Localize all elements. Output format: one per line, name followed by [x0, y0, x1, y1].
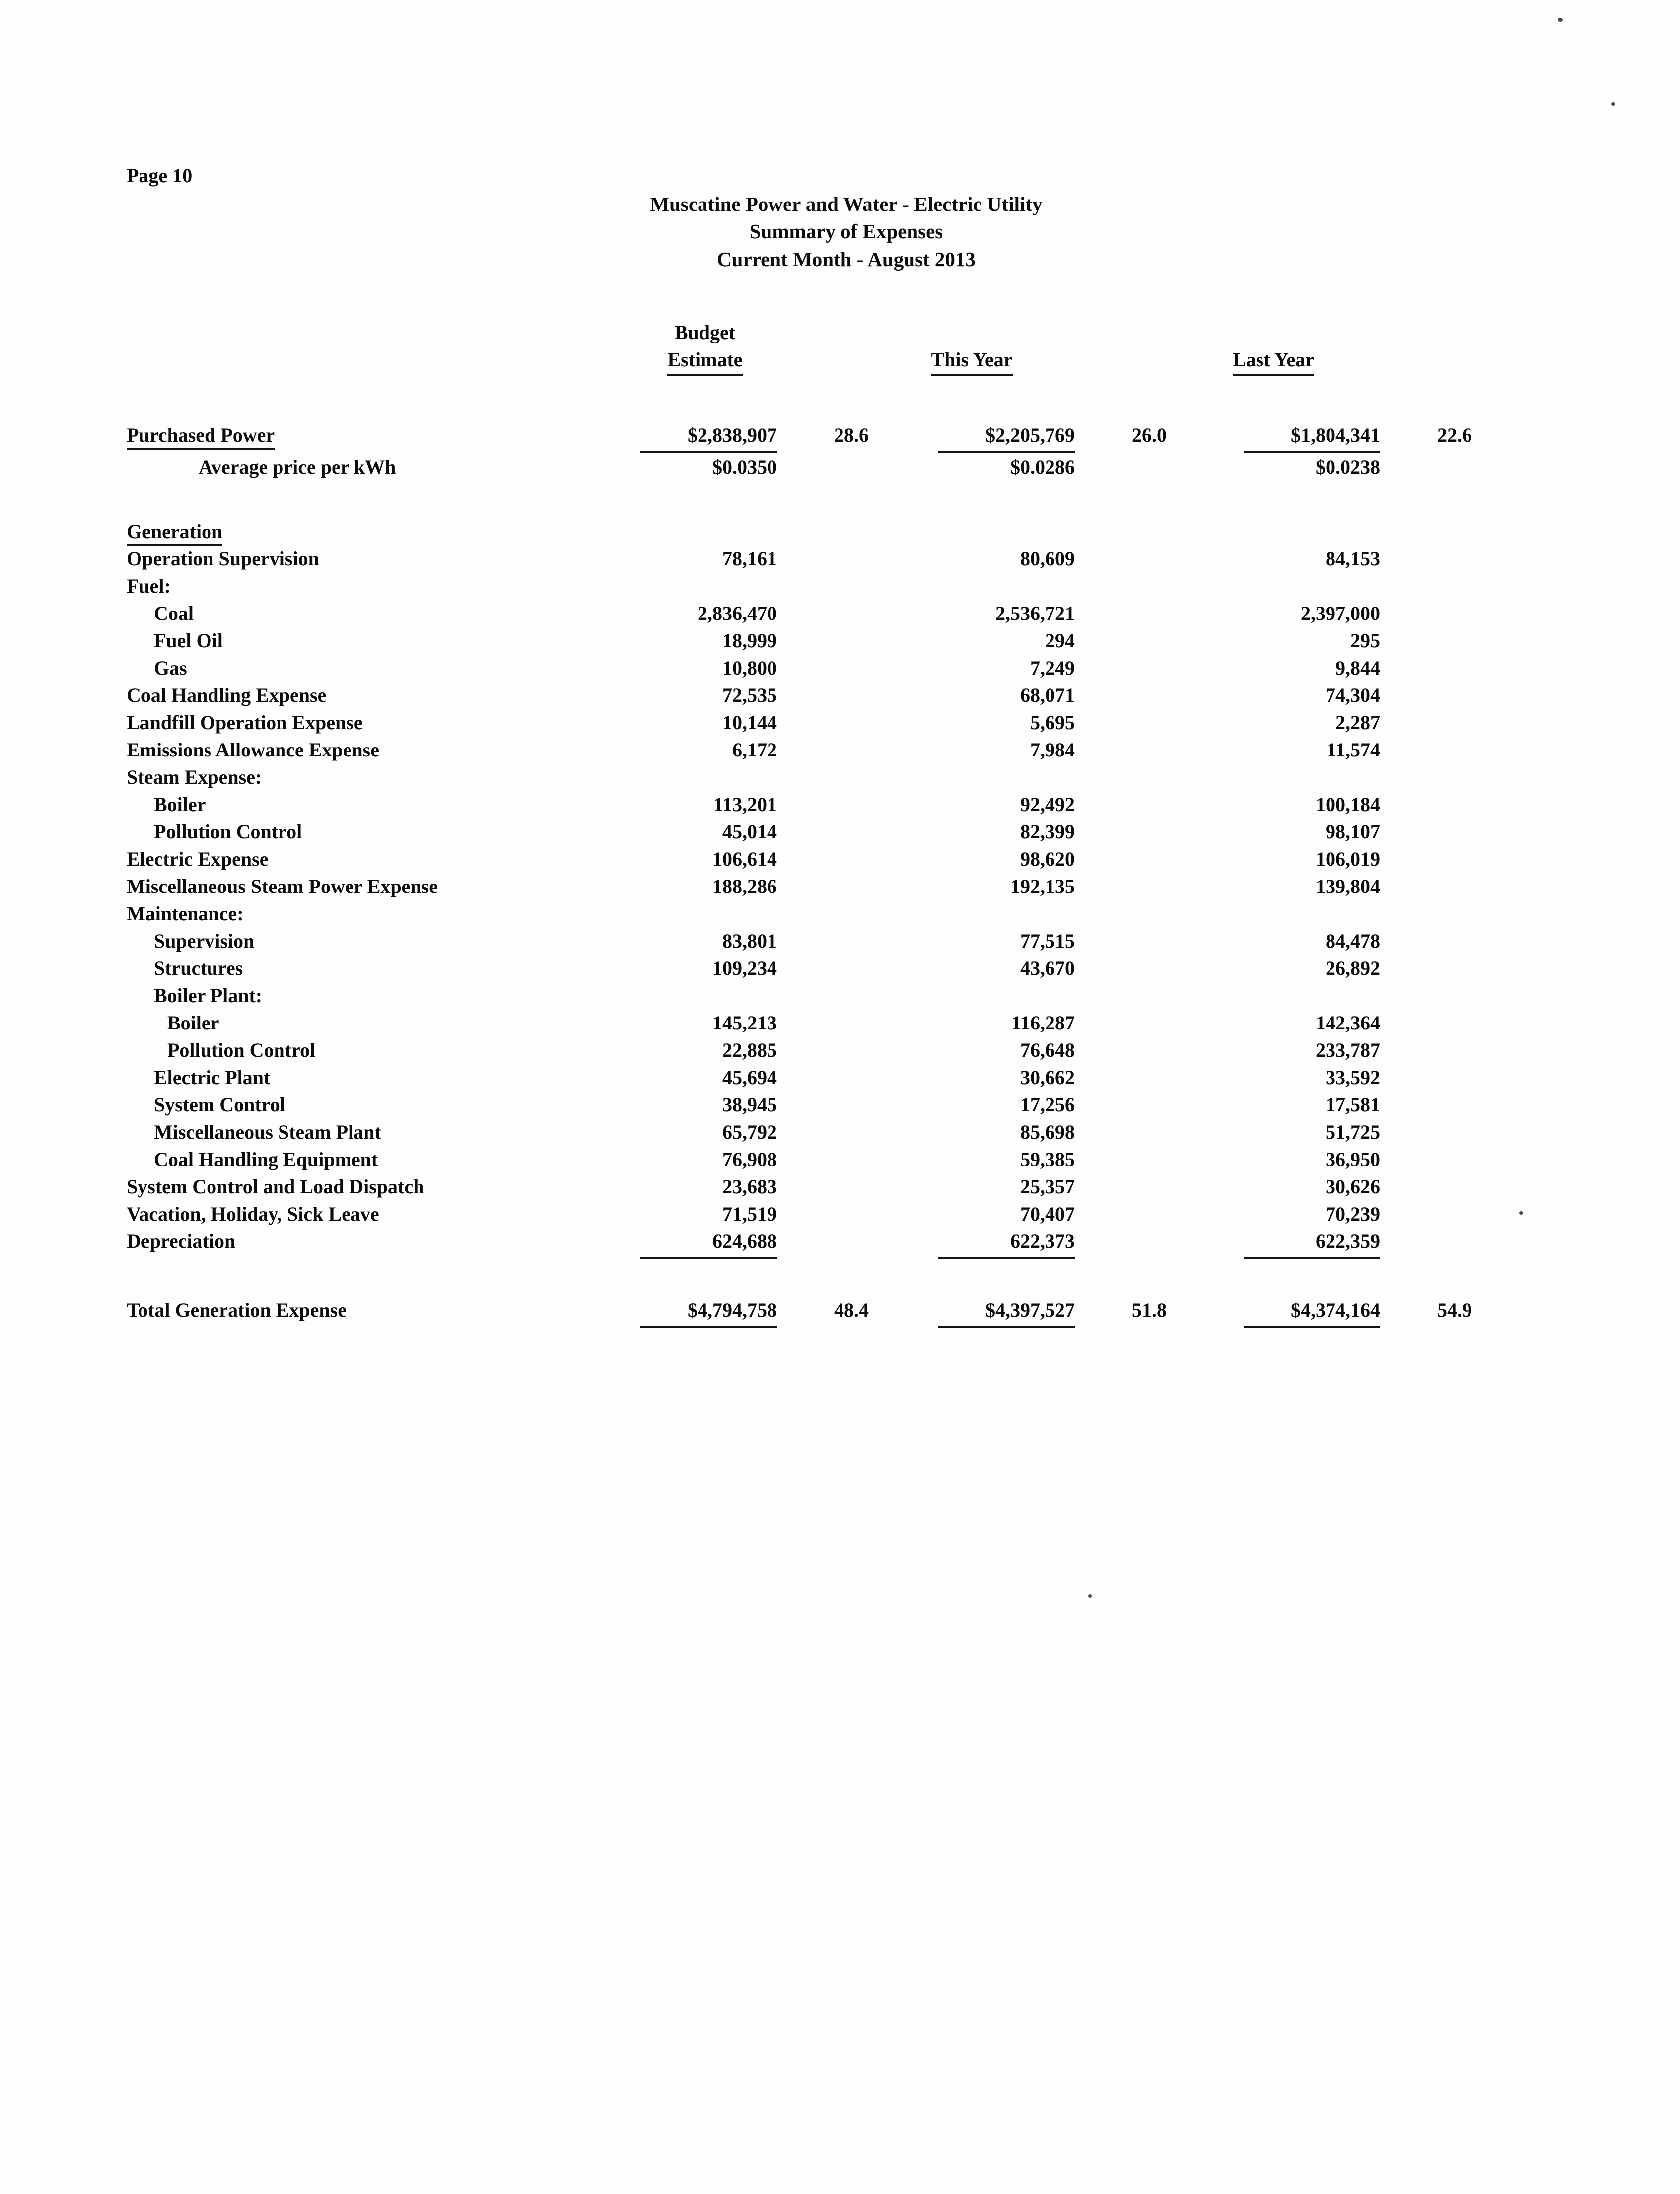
this-year-value-text: 192,135: [1010, 875, 1075, 898]
last-year-value: [1167, 453, 1380, 480]
header-budget-estimate: [633, 346, 777, 376]
last-year-value: [1167, 1064, 1380, 1091]
this-year-value: [869, 1173, 1075, 1200]
last-year-value-text: 233,787: [1316, 1039, 1380, 1062]
row-label-text: Generation: [127, 520, 222, 546]
row-label: [127, 1200, 633, 1228]
last-year-value: [1167, 1297, 1380, 1328]
last-year-value-text: 30,626: [1326, 1175, 1380, 1198]
table-row: [127, 1173, 1566, 1200]
table-row: [127, 1009, 1566, 1036]
budget-estimate-value: [633, 736, 777, 763]
row-label: [127, 709, 633, 736]
budget-estimate-value-text: 113,201: [713, 793, 777, 816]
this-year-value-text: 17,256: [1020, 1094, 1075, 1116]
scan-speck: [1519, 1211, 1523, 1215]
row-label-text: System Control: [154, 1094, 285, 1116]
table-row: [127, 763, 1566, 791]
header-last-year-label: Last Year: [1233, 348, 1314, 376]
this-year-value-text: 5,695: [1030, 711, 1075, 734]
header-estimate-label: Estimate: [667, 348, 742, 376]
row-label-text: Supervision: [154, 930, 255, 953]
last-year-percent: [1380, 1297, 1472, 1324]
row-label-text: Structures: [154, 957, 243, 980]
last-year-value: [1167, 600, 1380, 627]
last-year-value-text: 622,359: [1244, 1230, 1380, 1259]
row-label-text: Miscellaneous Steam Power Expense: [127, 875, 438, 898]
row-label-text: Electric Plant: [154, 1066, 271, 1089]
last-year-value: [1167, 873, 1380, 900]
this-year-value-text: 68,071: [1020, 684, 1075, 707]
budget-estimate-value-text: 76,908: [722, 1148, 777, 1171]
table-row: [127, 873, 1566, 900]
row-label: [127, 873, 633, 900]
table-row: [127, 572, 1566, 600]
table-row: [127, 1036, 1566, 1064]
budget-estimate-value: [633, 627, 777, 654]
table-row: [127, 453, 1566, 480]
row-label-text: Electric Expense: [127, 848, 269, 871]
row-label: [127, 1118, 633, 1146]
last-year-value: [1167, 1146, 1380, 1173]
row-label: [127, 763, 633, 791]
table-row: [127, 1228, 1566, 1259]
this-year-value-text: 43,670: [1020, 957, 1075, 980]
header-budget-label: Budget: [674, 321, 736, 344]
table-row: [127, 654, 1566, 682]
budget-estimate-value-text: 145,213: [712, 1012, 777, 1034]
last-year-value-text: 84,153: [1326, 548, 1380, 570]
table-row: [127, 709, 1566, 736]
this-year-value: [869, 627, 1075, 654]
this-year-value: [869, 845, 1075, 873]
column-header-row-top: [127, 319, 1566, 346]
row-spacer: [127, 1259, 1566, 1297]
this-year-value: [869, 1118, 1075, 1146]
last-year-value: [1167, 654, 1380, 682]
this-year-value: [869, 1297, 1075, 1328]
last-year-value: [1167, 1200, 1380, 1228]
row-label: [127, 955, 633, 982]
this-year-value: [869, 1200, 1075, 1228]
last-year-value-text: $0.0238: [1316, 456, 1380, 479]
last-year-value: [1167, 545, 1380, 572]
row-label: [127, 845, 633, 873]
this-year-value-text: 82,399: [1020, 821, 1075, 843]
budget-estimate-value-text: 83,801: [722, 930, 777, 953]
this-year-value-text: $2,205,769: [938, 424, 1075, 453]
budget-estimate-value-text: 2,836,470: [698, 602, 777, 625]
budget-estimate-value-text: $2,838,907: [640, 424, 777, 453]
budget-estimate-value-text: 38,945: [722, 1094, 777, 1116]
section-label: [127, 421, 633, 449]
budget-estimate-value-text: 10,800: [722, 657, 777, 680]
row-label-text: Operation Supervision: [127, 548, 319, 570]
this-year-value-text: 76,648: [1020, 1039, 1075, 1062]
budget-estimate-value: [633, 1064, 777, 1091]
budget-estimate-value: [633, 1118, 777, 1146]
last-year-value-text: 74,304: [1326, 684, 1380, 707]
this-year-value: [869, 873, 1075, 900]
table-row: [127, 518, 1566, 545]
this-year-value-text: 80,609: [1020, 548, 1075, 570]
last-year-value: [1167, 736, 1380, 763]
last-year-value: [1167, 1118, 1380, 1146]
this-year-value: [869, 453, 1075, 480]
row-label: [127, 818, 633, 845]
budget-estimate-value: [633, 600, 777, 627]
row-label-text: Fuel:: [127, 575, 171, 598]
this-year-value-text: $4,397,527: [938, 1299, 1075, 1328]
row-label: [127, 927, 633, 955]
last-year-value-text: 2,287: [1335, 711, 1380, 734]
row-label: [127, 453, 633, 480]
this-year-value: [869, 1036, 1075, 1064]
header-this-year-label: This Year: [931, 348, 1012, 376]
this-year-value: [869, 654, 1075, 682]
row-label-text: Steam Expense:: [127, 766, 262, 789]
budget-estimate-value-text: 23,683: [722, 1175, 777, 1198]
budget-estimate-value-text: 65,792: [722, 1121, 777, 1144]
last-year-value-text: 51,725: [1326, 1121, 1380, 1144]
this-year-value-text: 25,357: [1020, 1175, 1075, 1198]
budget-estimate-value-text: 109,234: [712, 957, 777, 980]
row-label-text: Pollution Control: [154, 821, 302, 843]
budget-estimate-value-text: $4,794,758: [640, 1299, 777, 1328]
last-year-value: [1167, 627, 1380, 654]
last-year-value-text: 36,950: [1326, 1148, 1380, 1171]
this-year-value-text: 7,984: [1030, 739, 1075, 761]
budget-estimate-value-text: $0.0350: [712, 456, 777, 479]
this-year-value: [869, 600, 1075, 627]
last-year-value: [1167, 1091, 1380, 1118]
table-row: [127, 1091, 1566, 1118]
row-label: [127, 1091, 633, 1118]
row-label: [127, 736, 633, 763]
table-row: [127, 955, 1566, 982]
budget-estimate-value-text: 188,286: [712, 875, 777, 898]
section-label: [127, 518, 633, 545]
row-label-text: Boiler: [154, 793, 206, 816]
table-row: [127, 682, 1566, 709]
row-label-text: Maintenance:: [127, 902, 244, 925]
report-title: [127, 191, 1566, 273]
scan-speck: [1558, 18, 1563, 22]
this-year-value: [869, 1091, 1075, 1118]
last-year-value-text: 11,574: [1327, 739, 1380, 761]
last-year-value-text: 17,581: [1326, 1094, 1380, 1116]
row-label-text: Purchased Power: [127, 424, 275, 450]
this-year-value-text: 116,287: [1011, 1012, 1075, 1034]
budget-estimate-value: [633, 1009, 777, 1036]
last-year-value: [1167, 1173, 1380, 1200]
this-year-value: [869, 927, 1075, 955]
this-year-value: [869, 818, 1075, 845]
column-headers: [127, 319, 1566, 376]
row-label: [127, 791, 633, 818]
this-year-percent: [1075, 1297, 1167, 1324]
title-period: Current Month - August 2013: [717, 247, 976, 271]
row-label: [127, 982, 633, 1009]
this-year-value-text: 77,515: [1020, 930, 1075, 953]
last-year-value: [1167, 791, 1380, 818]
table-row: [127, 1064, 1566, 1091]
row-label: [127, 1297, 633, 1324]
row-label: [127, 900, 633, 927]
table-row: [127, 1146, 1566, 1173]
row-label-text: Pollution Control: [167, 1039, 316, 1062]
this-year-percent: [1075, 421, 1167, 449]
this-year-value-text: $0.0286: [1010, 456, 1075, 479]
this-year-percent-text: 51.8: [1132, 1299, 1167, 1322]
last-year-value: [1167, 421, 1380, 453]
budget-estimate-value: [633, 545, 777, 572]
last-year-value-text: 33,592: [1326, 1066, 1380, 1089]
row-label-text: Depreciation: [127, 1230, 236, 1253]
budget-estimate-value-text: 10,144: [722, 711, 777, 734]
budget-estimate-value-text: 22,885: [722, 1039, 777, 1062]
last-year-value-text: 139,804: [1316, 875, 1380, 898]
budget-estimate-value: [633, 873, 777, 900]
budget-estimate-value: [633, 682, 777, 709]
row-spacer: [127, 480, 1566, 518]
row-label-text: Average price per kWh: [199, 456, 396, 479]
budget-estimate-value: [633, 1200, 777, 1228]
row-label: [127, 1009, 633, 1036]
last-year-value: [1167, 1036, 1380, 1064]
budget-percent: [777, 421, 869, 449]
this-year-value: [869, 955, 1075, 982]
budget-estimate-value-text: 78,161: [722, 548, 777, 570]
budget-estimate-value: [633, 1297, 777, 1328]
table-row: [127, 845, 1566, 873]
column-header-row-bottom: [127, 346, 1566, 376]
last-year-value-text: 26,892: [1326, 957, 1380, 980]
this-year-value: [869, 791, 1075, 818]
this-year-value: [869, 1064, 1075, 1091]
row-label: [127, 1146, 633, 1173]
last-year-value: [1167, 955, 1380, 982]
row-label: [127, 1228, 633, 1255]
this-year-value: [869, 421, 1075, 453]
last-year-percent-text: 54.9: [1437, 1299, 1472, 1322]
budget-estimate-value-text: 71,519: [722, 1203, 777, 1226]
budget-estimate-value: [633, 1228, 777, 1259]
this-year-value-text: 7,249: [1030, 657, 1075, 680]
row-label: [127, 682, 633, 709]
row-label-text: Landfill Operation Expense: [127, 711, 363, 734]
this-year-value: [869, 682, 1075, 709]
this-year-value-text: 622,373: [938, 1230, 1075, 1259]
budget-percent-text: 28.6: [834, 424, 869, 447]
budget-estimate-value-text: 106,614: [712, 848, 777, 871]
this-year-percent-text: 26.0: [1132, 424, 1167, 447]
last-year-value-text: 98,107: [1326, 821, 1380, 843]
table-row: [127, 927, 1566, 955]
scan-speck: [1088, 1594, 1092, 1598]
last-year-value: [1167, 818, 1380, 845]
title-company: Muscatine Power and Water - Electric Utility: [650, 193, 1043, 215]
table-row: [127, 421, 1566, 453]
row-label: [127, 1064, 633, 1091]
this-year-value: [869, 709, 1075, 736]
this-year-value: [869, 736, 1075, 763]
budget-estimate-value: [633, 791, 777, 818]
this-year-value: [869, 545, 1075, 572]
last-year-value-text: 142,364: [1316, 1012, 1380, 1034]
budget-estimate-value: [633, 654, 777, 682]
budget-estimate-value-text: 18,999: [722, 629, 777, 652]
this-year-value-text: 30,662: [1020, 1066, 1075, 1089]
budget-estimate-value: [633, 453, 777, 480]
budget-estimate-value: [633, 1036, 777, 1064]
budget-estimate-value-text: 624,688: [640, 1230, 777, 1259]
row-label-text: Miscellaneous Steam Plant: [154, 1121, 381, 1144]
row-label: [127, 1036, 633, 1064]
budget-estimate-value: [633, 1091, 777, 1118]
last-year-value: [1167, 1009, 1380, 1036]
table-row: [127, 1200, 1566, 1228]
table-row: [127, 600, 1566, 627]
row-label-text: Fuel Oil: [154, 629, 223, 652]
budget-estimate-value-text: 45,014: [722, 821, 777, 843]
this-year-value-text: 92,492: [1020, 793, 1075, 816]
budget-estimate-value: [633, 955, 777, 982]
this-year-value: [869, 1146, 1075, 1173]
this-year-value-text: 294: [1045, 629, 1075, 652]
last-year-percent-text: 22.6: [1437, 424, 1472, 447]
budget-estimate-value: [633, 1173, 777, 1200]
table-row: [127, 1297, 1566, 1328]
row-label-text: Emissions Allowance Expense: [127, 739, 379, 761]
row-label-text: Total Generation Expense: [127, 1299, 347, 1322]
row-label-text: Coal Handling Equipment: [154, 1148, 378, 1171]
scan-speck: [1611, 102, 1615, 106]
table-row: [127, 627, 1566, 654]
this-year-value-text: 2,536,721: [995, 602, 1075, 625]
row-label-text: Coal Handling Expense: [127, 684, 327, 707]
this-year-value-text: 59,385: [1020, 1148, 1075, 1171]
this-year-value-text: 98,620: [1020, 848, 1075, 871]
row-label: [127, 572, 633, 600]
budget-percent-text: 48.4: [834, 1299, 869, 1322]
last-year-value-text: 106,019: [1316, 848, 1380, 871]
last-year-value-text: 9,844: [1335, 657, 1380, 680]
budget-estimate-value-text: 6,172: [732, 739, 777, 761]
last-year-value: [1167, 845, 1380, 873]
last-year-value-text: 2,397,000: [1301, 602, 1380, 625]
table-row: [127, 900, 1566, 927]
this-year-value-text: 70,407: [1020, 1203, 1075, 1226]
row-label: [127, 600, 633, 627]
last-year-value-text: $4,374,164: [1244, 1299, 1380, 1328]
budget-estimate-value: [633, 845, 777, 873]
table-row: [127, 736, 1566, 763]
budget-estimate-value: [633, 709, 777, 736]
title-report: Summary of Expenses: [749, 220, 943, 243]
last-year-value: [1167, 927, 1380, 955]
row-label-text: Coal: [154, 602, 194, 625]
row-label-text: Boiler Plant:: [154, 984, 263, 1007]
table-row: [127, 982, 1566, 1009]
last-year-percent: [1380, 421, 1472, 449]
last-year-value-text: 70,239: [1326, 1203, 1380, 1226]
header-this-year: [869, 346, 1075, 376]
last-year-value: [1167, 709, 1380, 736]
header-last-year: [1167, 346, 1380, 376]
budget-estimate-value: [633, 818, 777, 845]
table-row: [127, 1118, 1566, 1146]
row-label-text: Boiler: [167, 1012, 219, 1034]
row-label: [127, 1173, 633, 1200]
last-year-value-text: 84,478: [1326, 930, 1380, 953]
expense-table-body: [127, 421, 1566, 1328]
last-year-value-text: 100,184: [1316, 793, 1380, 816]
row-label-text: Gas: [154, 657, 187, 680]
row-label: [127, 627, 633, 654]
row-label-text: System Control and Load Dispatch: [127, 1175, 424, 1198]
budget-estimate-value: [633, 421, 777, 453]
budget-estimate-value-text: 72,535: [722, 684, 777, 707]
this-year-value: [869, 1228, 1075, 1259]
row-label: [127, 545, 633, 572]
this-year-value-text: 85,698: [1020, 1121, 1075, 1144]
header-budget-top: [633, 319, 777, 346]
last-year-value: [1167, 1228, 1380, 1259]
row-label-text: Vacation, Holiday, Sick Leave: [127, 1203, 379, 1226]
last-year-value: [1167, 682, 1380, 709]
budget-estimate-value-text: 45,694: [722, 1066, 777, 1089]
page-number: Page 10: [127, 164, 193, 187]
last-year-value-text: $1,804,341: [1244, 424, 1380, 453]
table-row: [127, 545, 1566, 572]
budget-percent: [777, 1297, 869, 1324]
last-year-value-text: 295: [1350, 629, 1380, 652]
table-row: [127, 818, 1566, 845]
budget-estimate-value: [633, 1146, 777, 1173]
this-year-value: [869, 1009, 1075, 1036]
row-label: [127, 654, 633, 682]
budget-estimate-value: [633, 927, 777, 955]
table-row: [127, 791, 1566, 818]
